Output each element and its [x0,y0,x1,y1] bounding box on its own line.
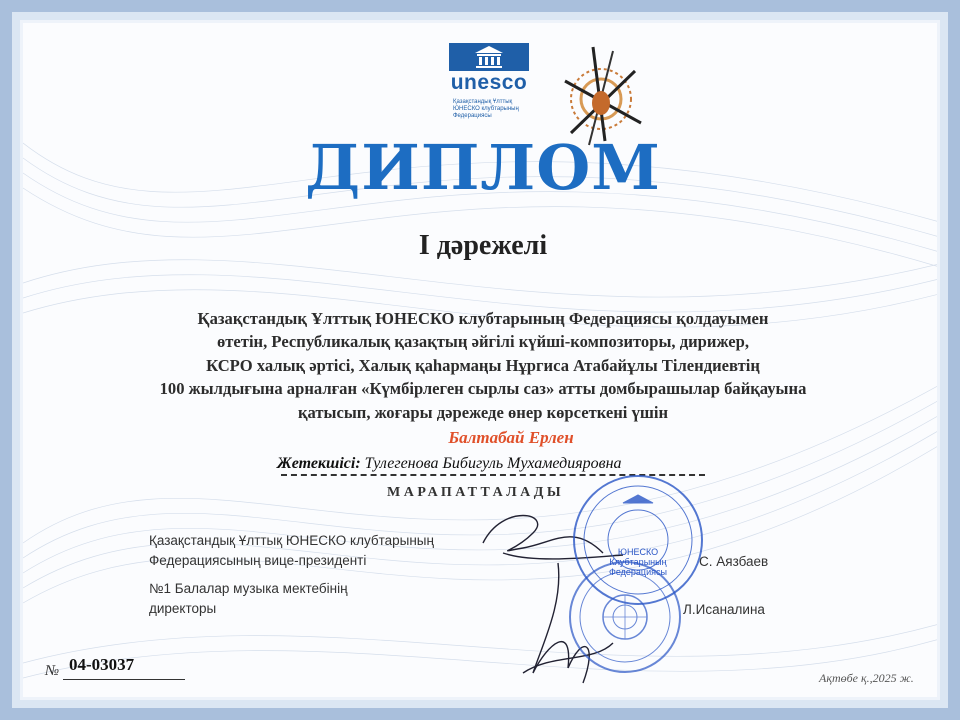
signatory-name: С. Аязбаев [699,554,769,569]
stamp-text: Клубтарының [609,557,667,567]
description-line: 100 жылдығына арналған «Күмбірлеген сырлы саз» атты домбырашылар байқауына [159,379,807,399]
signatory-position [149,579,348,619]
unesco-subtitle-line: Қазақстандық Ұлттық [453,99,513,105]
number-underline [63,679,185,680]
description-line: өтетін, Республикалық қазақтың әйгілі күйші-композиторы, дирижер, [216,332,750,352]
position-line: Қазақстандық Ұлттық ЮНЕСКО клубтарының [149,533,434,548]
school-stamp [567,559,683,675]
awarded-label: МАРАПАТТАЛАДЫ [387,485,565,500]
award-description [103,307,863,424]
diploma-sheet [20,20,940,700]
recipient-name: Балтабай Ерлен [448,428,574,447]
diploma-degree: І дәрежелі [418,230,548,261]
stamp-text: Федерациясы [609,567,667,577]
unesco-wordmark: unesco [450,71,528,94]
position-line: №1 Балалар музыка мектебінің [149,581,348,596]
place-date: Ақтөбе қ.,2025 ж. [819,671,914,685]
supervisor-line [277,455,622,473]
unesco-subtitle-line: Федерациясы [453,113,492,119]
diploma-title: ДИПЛОМ [305,131,661,204]
description-line: қатысып, жоғары дәрежеде өнер көрсеткені үшін [297,402,669,422]
signatory-position [149,531,434,571]
description-line: Қазақстандық Ұлттық ЮНЕСКО клубтарының Федерациясы қолдауымен [197,309,769,328]
unesco-subtitle [453,99,529,120]
unesco-temple-icon [449,43,529,71]
diploma-number: 04-03037 [69,655,135,674]
supervisor-label: Жетекшісі: [277,455,361,472]
number-label: № [45,663,60,679]
description-line: КСРО халық әртісі, Халық қаһармаңы Нұргиса Атабайұлы Тілендиевтің [206,355,760,375]
unesco-logo [449,43,529,143]
position-line: директоры [149,601,217,616]
unesco-subtitle-line: ЮНЕСКО клубтарының [453,106,519,112]
supervisor-name: Тулегенова Бибигуль Мухамедияровна [364,455,622,472]
stamp-text: ЮНЕСКО [617,547,659,557]
position-line: Федерациясының вице-президенті [149,553,367,568]
signatory-name: Л.Исаналина [683,602,765,617]
